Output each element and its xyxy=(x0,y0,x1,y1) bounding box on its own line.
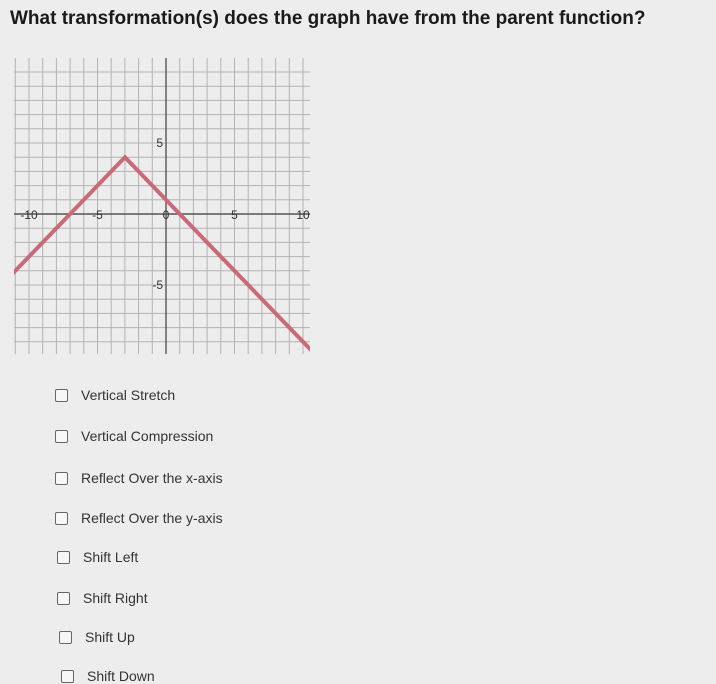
option-label: Shift Down xyxy=(87,668,155,684)
option-label: Shift Up xyxy=(85,629,135,645)
option-vertical-stretch[interactable] xyxy=(55,387,175,403)
checkbox[interactable] xyxy=(55,472,68,485)
option-label: Shift Left xyxy=(83,549,139,565)
checkbox[interactable] xyxy=(55,430,68,443)
x-tick-label: -5 xyxy=(92,208,103,222)
option-reflect-y-axis[interactable] xyxy=(55,510,223,526)
x-tick-label: 0 xyxy=(162,208,170,222)
x-tick-label: 10 xyxy=(296,208,310,222)
option-shift-up[interactable] xyxy=(59,629,135,645)
option-label: Reflect Over the x-axis xyxy=(81,470,223,486)
y-tick-label: 5 xyxy=(156,136,163,150)
x-tick-label: 5 xyxy=(231,208,238,222)
option-vertical-compression[interactable] xyxy=(55,428,213,444)
option-label: Reflect Over the y-axis xyxy=(81,510,223,526)
checkbox[interactable] xyxy=(55,389,68,402)
option-shift-left[interactable] xyxy=(57,549,138,565)
checkbox[interactable] xyxy=(61,670,74,683)
option-shift-right[interactable] xyxy=(57,590,148,606)
checkbox[interactable] xyxy=(59,631,72,644)
option-reflect-x-axis[interactable] xyxy=(55,470,223,486)
option-label: Vertical Compression xyxy=(81,428,214,444)
option-label: Vertical Stretch xyxy=(81,387,176,403)
checkbox[interactable] xyxy=(55,512,68,525)
x-tick-label: -10 xyxy=(20,208,38,222)
option-label: Shift Right xyxy=(83,590,148,606)
checkbox[interactable] xyxy=(57,551,70,564)
option-shift-down[interactable] xyxy=(61,668,155,684)
y-tick-label: -5 xyxy=(152,278,163,292)
checkbox[interactable] xyxy=(57,592,70,605)
question-text: What transformation(s) does the graph have from the parent function? xyxy=(10,8,646,29)
